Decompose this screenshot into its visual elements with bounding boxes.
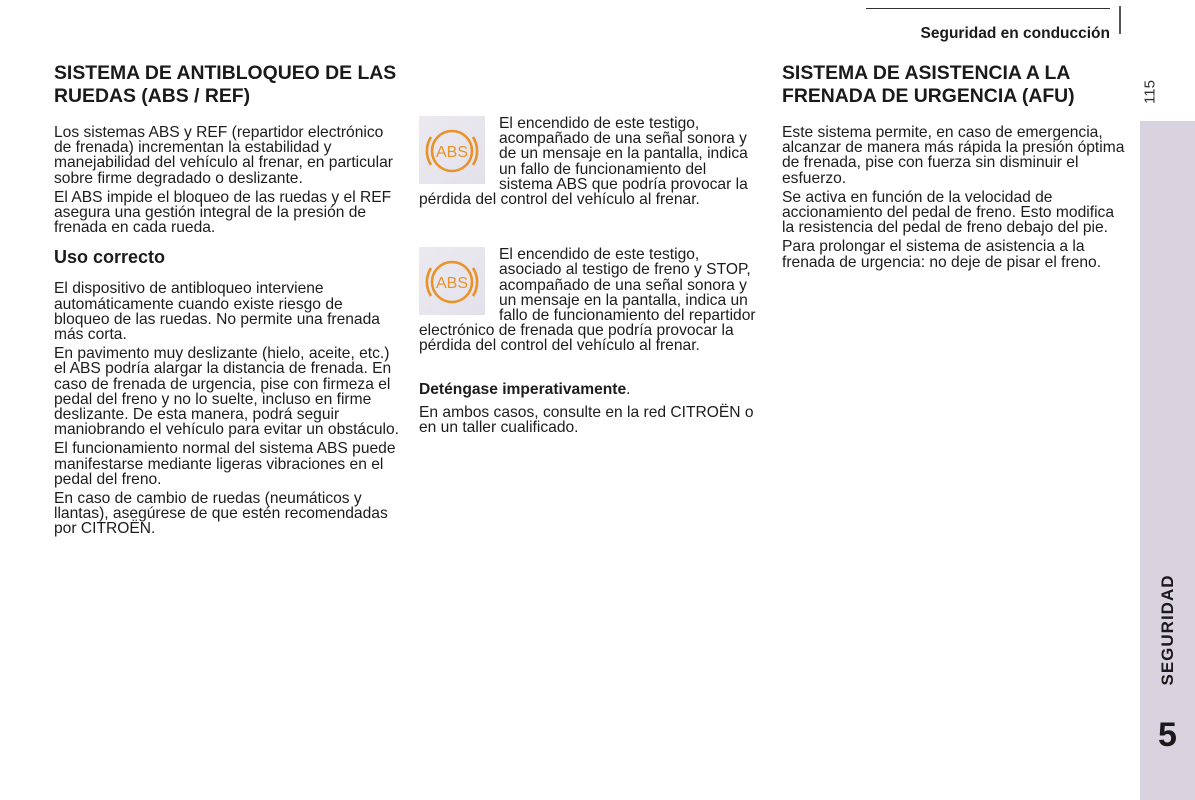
- afu-title: SISTEMA DE ASISTENCIA A LA FRENADA DE URGENCIA (AFU): [782, 62, 1075, 107]
- page-number-text: 115: [1141, 80, 1159, 104]
- abs-icon-text-2: ABS: [435, 275, 469, 293]
- side-tab-text: SEGURIDAD: [1157, 574, 1177, 686]
- abs-warning-text: El encendido de este testigo, acompañado de una señal sonora y de un mensaje en la pantalla, indica un fallo de funcionamiento del sistema ABS que podría provocar la pérdida del control del vehículo al frenar.: [419, 115, 748, 209]
- page-number: [1136, 72, 1164, 112]
- abs-icon-text: ABS: [435, 144, 469, 161]
- abs-lamp-icon-2: [421, 251, 483, 313]
- stop-text: En ambos casos, consulte en la red CITROËN o en un taller cualificado.: [419, 403, 754, 437]
- column-abs-ref: [54, 62, 399, 541]
- afu-p2: Se activa en función de la velocidad de accionamiento del pedal de freno. Esto modifica la resistencia del pedal de freno debajo del pie.: [782, 188, 1114, 237]
- stop-note: Deténgase imperativamente. En ambos casos, consulte en la red CITROËN o en un taller cualificado.: [419, 382, 764, 436]
- stop-label: Deténgase imperativamente: [419, 380, 627, 398]
- afu-p1: Este sistema permite, en caso de emergencia, alcanzar de manera más rápida la presión óptima de frenada, pise con fuerza sin disminuir el esfuerzo.: [782, 124, 1125, 187]
- abs-warning-icon: [419, 116, 485, 184]
- ref-warning-text: El encendido de este testigo, asociado al testigo de freno y STOP, acompañado de una señal sonora y un mensaje en la pantalla, indica un fallo de funcionamiento del repartidor electrónico de frenada que podría provocar la pérdida del control del vehículo al frenar.: [419, 246, 756, 355]
- correct-use-heading: Uso correcto: [54, 247, 166, 268]
- correct-use-p1: El dispositivo de antibloqueo interviene automáticamente cuando existe riesgo de bloqueo de las ruedas. No permite una frenada más corta.: [54, 280, 380, 344]
- chapter-number: 5: [1158, 716, 1177, 754]
- header-bar: [1119, 6, 1121, 34]
- side-tab-label: [1140, 555, 1195, 705]
- correct-use-p4: En caso de cambio de ruedas (neumáticos y llantas), asegúrese de que estén recomendadas por CITROËN.: [54, 490, 388, 538]
- abs-lamp-icon: [421, 120, 483, 182]
- column-warnings: [419, 116, 764, 439]
- header-rule: [866, 8, 1110, 9]
- abs-ref-title: SISTEMA DE ANTIBLOQUEO DE LAS RUEDAS (ABS / REF): [54, 62, 397, 107]
- ref-warning-icon: [419, 247, 485, 315]
- correct-use-p3: El funcionamiento normal del sistema ABS puede manifestarse mediante ligeras vibraciones en el pedal del freno.: [54, 440, 396, 488]
- section-title: Seguridad en conducción: [920, 25, 1110, 42]
- correct-use-p2: En pavimento muy deslizante (hielo, aceite, etc.) el ABS podría alargar la distancia de frenada. En caso de frenada de urgencia, pise con firmeza el pedal del freno y no lo suelte, incluso en firme deslizante. De esta manera, podrá seguir maniobrando el vehículo para evitar un obstáculo.: [54, 345, 400, 439]
- ref-warning-block: [419, 247, 764, 353]
- abs-ref-function: El ABS impide el bloqueo de las ruedas y el REF asegura una gestión integral de la presión de frenada en cada rueda.: [54, 188, 392, 237]
- column-afu: [782, 62, 1127, 274]
- abs-warning-block: [419, 116, 764, 207]
- afu-p3: Para prolongar el sistema de asistencia a la frenada de urgencia: no deje de pisar el freno.: [782, 238, 1102, 271]
- abs-ref-intro: Los sistemas ABS y REF (repartidor electrónico de frenada) incrementan la estabilidad y manejabilidad del vehículo al frenar, en particular sobre firme degradado o deslizante.: [54, 124, 393, 187]
